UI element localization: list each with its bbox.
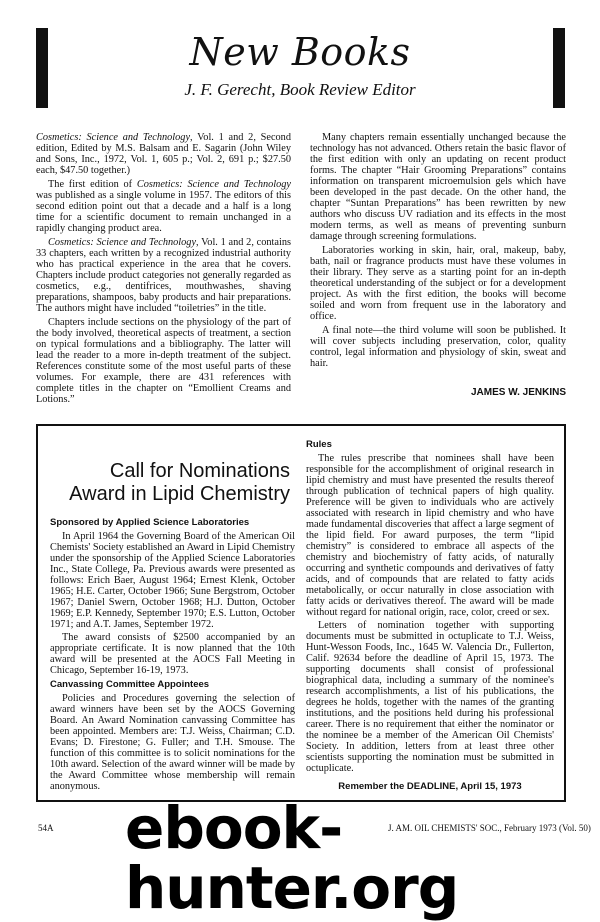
award-column-left	[50, 514, 295, 794]
watermark: ebook-hunter.org	[125, 794, 459, 922]
award-paragraph: Letters of nomination together with supporting documents must be submitted in octuplicate to T.J. Weiss, Hunt-Wesson Foods, Inc., 1645 W. Valencia Dr., Fullerton, Calif. 92634 before the deadline of April 15, 1973. The supporting documents shall consist of professional biographical data, including a summary of the nominee's research accomplishments, a list of his publications, the degrees he holds, together with the names of the granting institutions, and the positions held during his professional career. There is no requirement that either the nominator or the nominee be a member of the American Oil Chemists' Society. In addition, letters from at least three other scientists supporting the nomination must be submitted in octuplicate.	[306, 620, 554, 774]
page-subtitle: J. F. Gerecht, Book Review Editor	[184, 80, 416, 99]
award-paragraph: Policies and Procedures governing the selection of award winners have been set by the AOCS Governing Board. An Award Nomination canvassing Committee has been appointed. Members are: T.J. Weiss, Chairman; C.D. Evans; D. Firestone; G. Fuller; and T.H. Smouse. The function of this committee is to solicit nominations for the 10th award. Selection of the award winner will be made by the Award Committee whose membership will remain anonymous.	[50, 693, 295, 792]
review-paragraph: Chapters include sections on the physiology of the part of the body involved, theoretical aspects of treatment, a section on typical formulations and a bibliography. The latter will lead the reader to a more in-depth treatment of the subject. References constitute some of the most useful parts of these volumes. For example, there are 431 references with complete titles in the chapter on “Emollient Creams and Lotions.”	[36, 317, 291, 405]
award-announcement-box	[36, 424, 566, 802]
review-paragraph: Laboratories working in skin, hair, oral, makeup, baby, bath, nail or fragrance products must have these volumes in their library. They serve as a starting point for an in-depth theoretical understanding of the subject or for a development project. As with the first edition, the books will become soiled and worn from frequent use in the laboratory and office.	[310, 245, 566, 322]
review-paragraph: Many chapters remain essentially unchanged because the technology has not advanced. Others retain the basic flavor of the first edition with only an updating on recent product forms. The chapter “Hair Grooming Preparations” contains information on transparent microemulsion gels which have been developed in the past decade. On the other hand, the chapter “Suntan Preparations” has been rewritten by new authors who discuss UV radiation and its effects in the most modern terms, as well as means of preventing sunburn damage through screening formulations.	[310, 132, 566, 242]
deadline-notice: Remember the DEADLINE, April 15, 1973	[338, 781, 522, 792]
book-title: Cosmetics: Science and Technology	[36, 132, 191, 143]
journal-citation: J. AM. OIL CHEMISTS' SOC., February 1973 (Vol. 50)	[388, 823, 591, 833]
review-paragraph: A final note—the third volume will soon be published. It will cover subjects including preservation, color, quality control, legal information and physiology of skin, sweat and hair.	[310, 325, 566, 369]
page-title: New Books	[189, 30, 411, 74]
award-column-right	[306, 436, 554, 792]
award-paragraph: The award consists of $2500 accompanied by an appropriate certificate. It is now planned that the 10th award will be presented at the AOCS Fall Meeting in Chicago, September 16-19, 1973.	[50, 632, 295, 676]
book-citation: Cosmetics: Science and Technology, Vol. 1 and 2, Second edition, Edited by M.S. Balsam and E. Sagarin (John Wiley and Sons, Inc., 1972, Vol. 1, 605 p.; Vol. 2, 691 p.; $27.50 each, $47.50 together.)	[36, 132, 291, 176]
page-number: 54A	[38, 823, 54, 833]
section-heading-sponsor: Sponsored by Applied Science Laboratories	[50, 517, 250, 528]
review-paragraph: Cosmetics: Science and Technology, Vol. 1 and 2, contains 33 chapters, each written by a recognized industrial authority who has practical experience in the area that he covers. Chapters include product categories not generally regarded as cosmetics, e.g., dentifrices, mouthwashes, shaving preparations, shampoos, baby products and hair preparations. The authors might have included “toiletries” in the title.	[36, 237, 291, 314]
reviewer-signature: JAMES W. JENKINS	[470, 387, 566, 398]
review-column-right	[310, 132, 566, 398]
review-column-left	[36, 132, 291, 408]
section-heading-committee: Canvassing Committee Appointees	[50, 679, 210, 690]
section-heading-rules: Rules	[306, 439, 332, 450]
review-paragraph: The first edition of Cosmetics: Science and Technology was published as a single volume in 1957. The editors of this second edition point out that a decade and a half is a long time for a scientific document to remain unchanged in a rapidly changing product area.	[36, 179, 291, 234]
award-paragraph: The rules prescribe that nominees shall have been responsible for the accomplishment of original research in lipid chemistry and must have presented the results thereof through publication of technical papers of high quality. Preference will be given to individuals who are actively associated with research in lipid chemistry and who have made fundamental discoveries that affect a large segment of the lipid field. For award purposes, the term “lipid chemistry” is considered to embrace all aspects of the chemistry and biochemistry of fatty acids, of naturally occurring and synthetic compounds and derivatives of fatty acids, and of compounds that are related to fatty acids metabolically, or occur naturally in close association with fatty acids or derivatives thereof. The award will be made without regard for national origin, race, color, creed or sex.	[306, 453, 554, 618]
award-title: Call for Nominations Award in Lipid Chemistry	[69, 460, 290, 505]
award-paragraph: In April 1964 the Governing Board of the American Oil Chemists' Society established an Award in Lipid Chemistry under the sponsorship of the Applied Science Laboratories Inc., State College, Pa. Previous awards were presented as follows: Erich Baer, August 1964; Ernest Klenk, October 1965; H.E. Carter, October 1966; Sune Bergstrom, October 1967; Daniel Swern, October 1968; H.J. Dutton, October 1969; E.P. Kennedy, September 1970; E.S. Lutton, October 1971; and A.T. James, September 1972.	[50, 531, 295, 630]
